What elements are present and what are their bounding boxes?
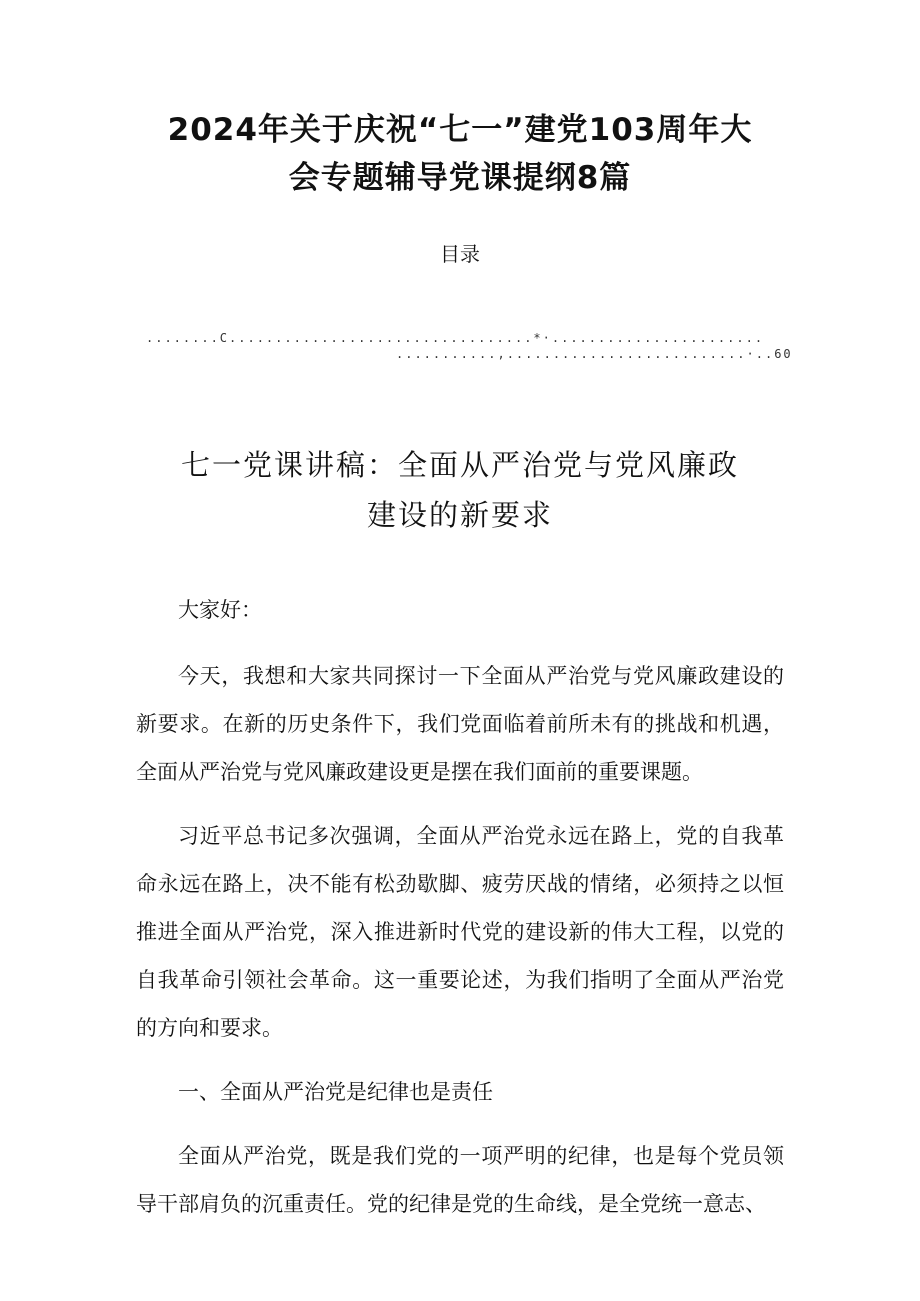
document-title-line-2: 会专题辅导党课提纲8篇 xyxy=(288,160,632,196)
toc-entry-leader-line-1: ........C.................................*·....................... xyxy=(146,331,765,345)
table-of-contents-heading: 目录 xyxy=(440,242,480,266)
article-title-line-1: 七一党课讲稿：全面从严治党与党风廉政 xyxy=(180,448,739,482)
toc-entry-leader-line-2: ...........,..........................·..60 xyxy=(396,347,793,361)
document-title xyxy=(150,106,770,202)
body-paragraph: 全面从严治党，既是我们党的一项严明的纪律，也是每个党员领导干部肩负的沉重责任。党的纪律是党的生命线，是全党统一意志、 xyxy=(136,1144,784,1216)
greeting-paragraph: 大家好： xyxy=(178,598,262,622)
document-title-line-1: 2024年关于庆祝“七一”建党103周年大 xyxy=(167,112,753,148)
section-heading: 一、全面从严治党是纪律也是责任 xyxy=(178,1080,493,1104)
article-title-line-2: 建设的新要求 xyxy=(366,498,553,532)
body-paragraph: 今天，我想和大家共同探讨一下全面从严治党与党风廉政建设的新要求。在新的历史条件下，我们党面临着前所未有的挑战和机遇，全面从严治党与党风廉政建设更是摆在我们面前的重要课题。 xyxy=(136,664,784,784)
body-paragraph: 习近平总书记多次强调，全面从严治党永远在路上，党的自我革命永远在路上，决不能有松劲歇脚、疲劳厌战的情绪，必须持之以恒推进全面从严治党，深入推进新时代党的建设新的伟大工程，以党的自我革命引领社会革命。这一重要论述，为我们指明了全面从严治党的方向和要求。 xyxy=(136,824,784,1040)
article-title xyxy=(150,440,770,540)
article-body xyxy=(136,586,784,1244)
